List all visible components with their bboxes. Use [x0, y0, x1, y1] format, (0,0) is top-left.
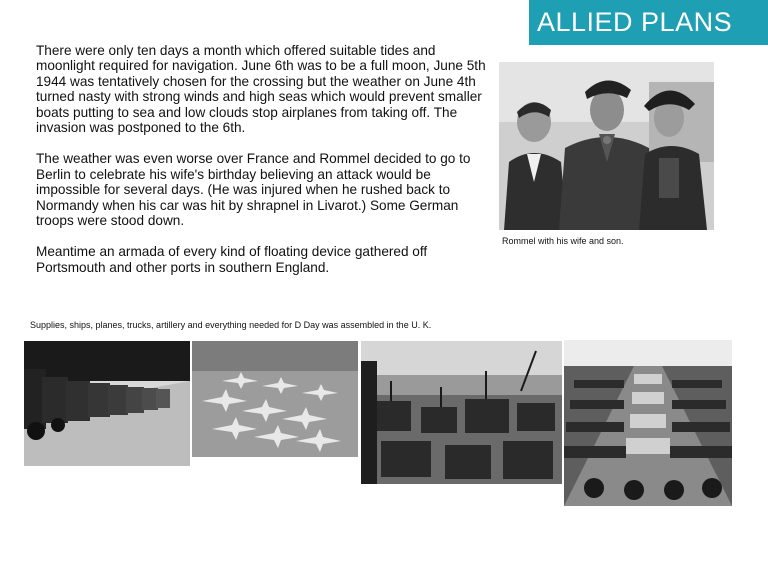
supplies-caption: Supplies, ships, planes, trucks, artillery and everything needed for D Day was assembled in the U. K. [30, 320, 432, 330]
body-text [36, 43, 498, 291]
paragraph-tides: There were only ten days a month which offered suitable tides and moonlight required for navigation. June 6th was to be a full moon, June 5th 1944 was tentatively chosen for the crossing but the weather on June 4th turned nasty with strong winds and high seas which would prevent smaller boats putting to sea and low clouds stop airplanes from taking off. The invasion was postponed to the 6th. [36, 43, 486, 136]
paragraph-rommel: The weather was even worse over France and Rommel decided to go to Berlin to celebrate his wife's birthday believing an attack would be impossible for several days. (He was injured when he rushed back to Normandy when his car was hit by shrapnel in Livarot.) Some German troops were stood down. [36, 151, 471, 229]
paragraph-armada: Meantime an armada of every kind of floating device gathered off Portsmouth and other ports in southern England. [36, 244, 428, 275]
artillery-photo [564, 340, 732, 506]
rommel-family-photo [499, 62, 714, 230]
planes-photo [192, 341, 358, 457]
slide-title: ALLIED PLANS [529, 0, 768, 45]
ships-photo [361, 341, 562, 484]
trucks-photo [24, 341, 190, 466]
portrait-caption: Rommel with his wife and son. [502, 236, 624, 246]
